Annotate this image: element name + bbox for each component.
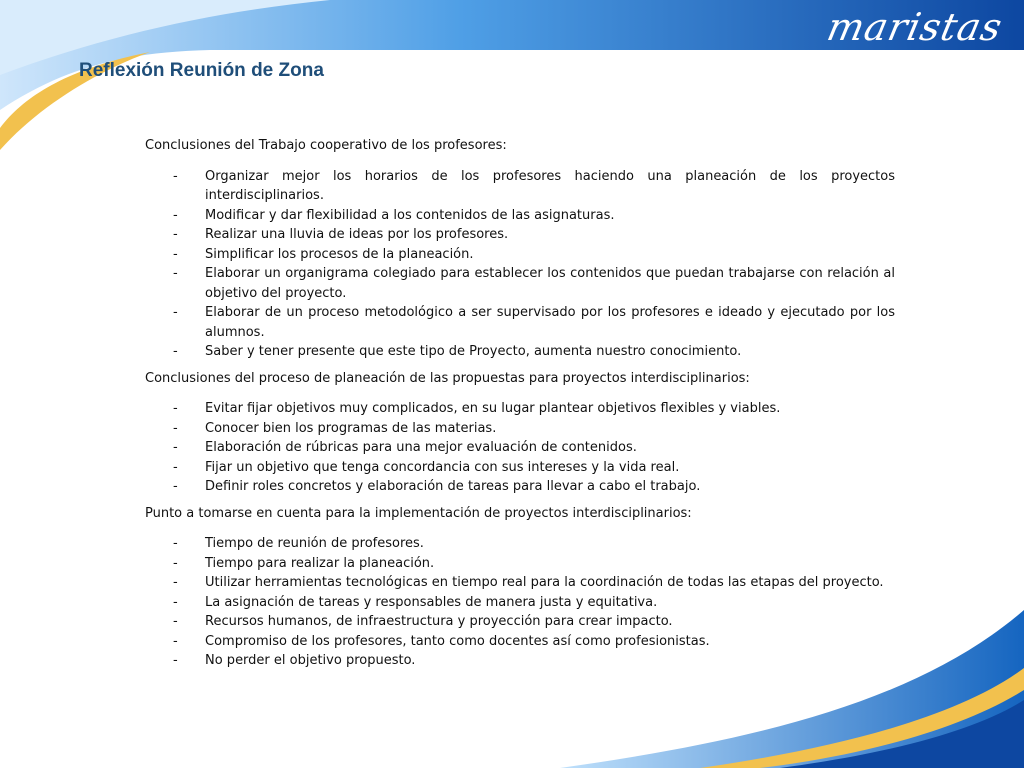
list-item-text: Fijar un objetivo que tenga concordancia con sus intereses y la vida real. (205, 459, 680, 475)
bullet-dash: - (173, 401, 178, 416)
list-item-text: Realizar una lluvia de ideas por los profesores. (205, 227, 509, 242)
list-item (145, 264, 895, 303)
list-item-text: Utilizar herramientas tecnológicas en tiempo real para la coordinación de todas las etapas del proyecto. (205, 575, 884, 590)
list-item (145, 419, 895, 439)
section-heading: Conclusiones del proceso de planeación de las propuestas para proyectos interdisciplinarios: (145, 370, 750, 386)
list-item-text: Elaboración de rúbricas para una mejor evaluación de contenidos. (205, 440, 637, 455)
bullet-dash: - (173, 614, 178, 629)
list-item-text: Organizar mejor los horarios de los profesores haciendo una planeación de los proyectos interdisciplinarios. (205, 168, 895, 203)
list-item (145, 534, 895, 554)
maristas-logo: maristas (823, 5, 1007, 49)
bullet-dash: - (173, 479, 178, 494)
list-item-text: Definir roles concretos y elaboración de tareas para llevar a cabo el trabajo. (205, 479, 701, 494)
list-item-text: Tiempo para realizar la planeación. (205, 555, 435, 571)
list-item (145, 438, 895, 458)
bullet-dash: - (173, 168, 178, 184)
bullet-dash: - (173, 536, 178, 551)
list-item (145, 206, 895, 226)
document-body (145, 136, 895, 671)
list-item-text: Elaborar un organigrama colegiado para establecer los contenidos que puedan trabajarse con relación al objetivo del proyecto. (205, 266, 895, 301)
bullet-list (145, 399, 895, 497)
list-item (145, 651, 895, 671)
list-item (145, 554, 895, 574)
list-item-text: La asignación de tareas y responsables de manera justa y equitativa. (205, 594, 658, 610)
list-item-text: Evitar fijar objetivos muy complicados, en su lugar plantear objetivos flexibles y viables. (205, 401, 781, 416)
list-item-text: Conocer bien los programas de las materias. (205, 420, 497, 436)
bullet-dash: - (173, 575, 178, 590)
bullet-dash: - (173, 246, 178, 262)
list-item (145, 303, 895, 342)
list-item-text: Tiempo de reunión de profesores. (205, 536, 424, 551)
list-item-text: No perder el objetivo propuesto. (205, 653, 416, 668)
list-item-text: Recursos humanos, de infraestructura y proyección para crear impacto. (205, 614, 673, 629)
list-item-text: Saber y tener presente que este tipo de Proyecto, aumenta nuestro conocimiento. (205, 344, 742, 359)
bullet-list (145, 167, 895, 362)
section-heading: Punto a tomarse en cuenta para la implementación de proyectos interdisciplinarios: (145, 505, 692, 521)
list-item (145, 612, 895, 632)
bullet-dash: - (173, 207, 178, 223)
list-item-text: Simplificar los procesos de la planeación. (205, 246, 474, 262)
list-item-text: Compromiso de los profesores, tanto como docentes así como profesionistas. (205, 633, 710, 649)
bullet-dash: - (173, 440, 178, 455)
list-item-text: Modificar y dar flexibilidad a los contenidos de las asignaturas. (205, 207, 615, 223)
section-heading: Conclusiones del Trabajo cooperativo de los profesores: (145, 138, 507, 153)
list-item (145, 399, 895, 419)
list-item (145, 458, 895, 478)
list-item (145, 342, 895, 362)
bullet-dash: - (173, 633, 178, 649)
bullet-dash: - (173, 653, 178, 668)
bullet-dash: - (173, 227, 178, 242)
slide-title: Reflexión Reunión de Zona (79, 60, 324, 81)
bullet-dash: - (173, 594, 178, 610)
list-item (145, 593, 895, 613)
bullet-dash: - (173, 555, 178, 571)
bullet-dash: - (173, 420, 178, 436)
list-item (145, 573, 895, 593)
list-item (145, 245, 895, 265)
list-item (145, 225, 895, 245)
bullet-dash: - (173, 344, 178, 359)
bullet-dash: - (173, 305, 178, 320)
bullet-list (145, 534, 895, 671)
list-item (145, 632, 895, 652)
bullet-dash: - (173, 266, 178, 281)
list-item (145, 477, 895, 497)
list-item-text: Elaborar de un proceso metodológico a ser supervisado por los profesores e ideado y ejecutado por los alumnos. (205, 305, 895, 340)
bullet-dash: - (173, 459, 178, 475)
list-item (145, 167, 895, 206)
